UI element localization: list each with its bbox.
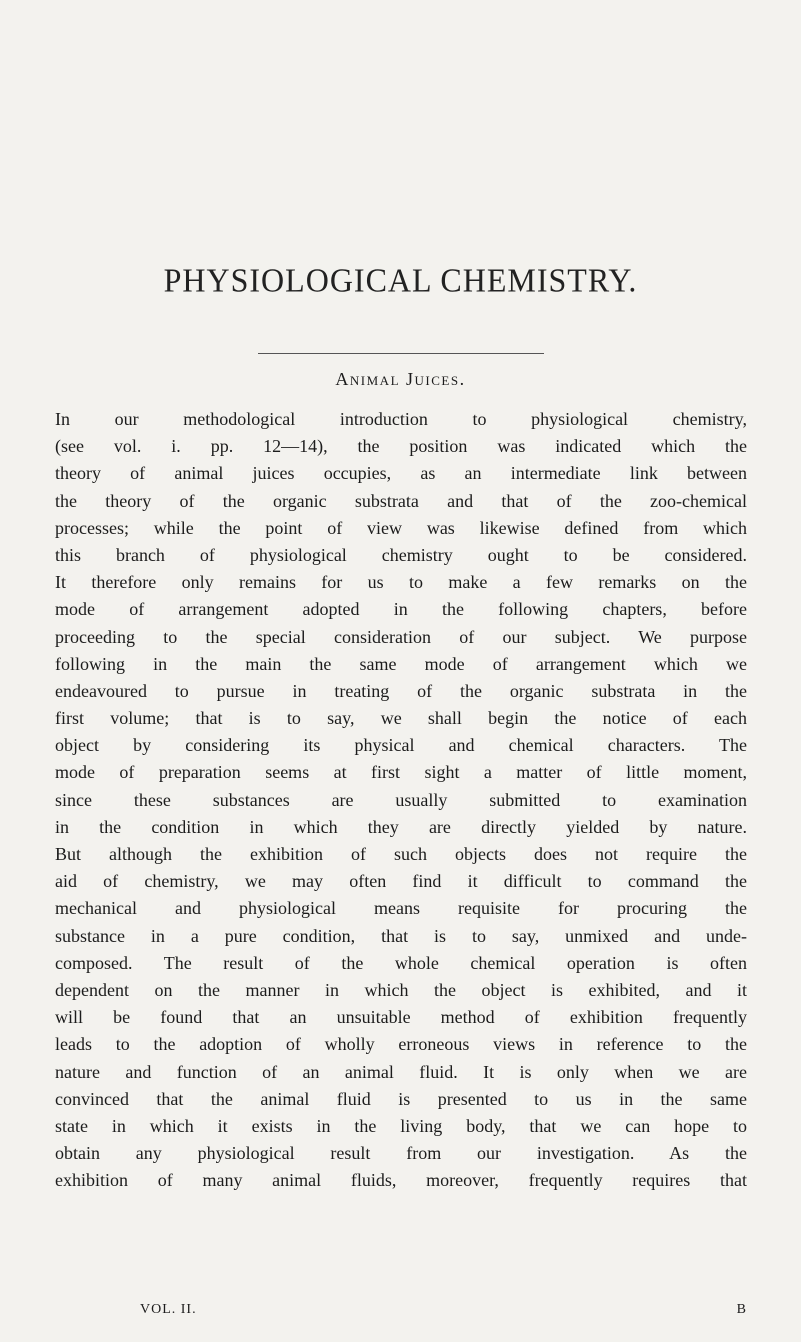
text-line: leads to the adoption of wholly erroneous views in reference to the xyxy=(55,1034,747,1055)
text-line: first volume; that is to say, we shall begin the notice of each xyxy=(55,708,747,729)
section-heading: Animal Juices. xyxy=(335,369,466,389)
text-line: processes; while the point of view was likewise defined from which xyxy=(55,517,747,538)
text-line: composed. The result of the whole chemical operation is often xyxy=(55,952,747,973)
text-line: theory of animal juices occupies, as an intermediate link between xyxy=(55,463,747,484)
text-line: nature and function of an animal fluid. It is only when we are xyxy=(55,1061,747,1082)
signature-mark: B xyxy=(736,1302,747,1317)
text-line: the theory of the organic substrata and that of the zoo-chemical xyxy=(55,490,747,511)
text-line: exhibition of many animal fluids, moreover, frequently requires that xyxy=(55,1170,747,1191)
text-line: convinced that the animal fluid is presented to us in the same xyxy=(55,1088,747,1109)
text-line: dependent on the manner in which the object is exhibited, and it xyxy=(55,979,747,1000)
text-line: endeavoured to pursue in treating of the organic substrata in the xyxy=(55,680,747,701)
text-line: object by considering its physical and chemical characters. The xyxy=(55,735,747,756)
page-title: PHYSIOLOGICAL CHEMISTRY. xyxy=(163,261,638,299)
text-line: In our methodological introduction to physiological chemistry, xyxy=(55,409,747,429)
text-line: But although the exhibition of such objects does not require the xyxy=(55,844,747,864)
text-line: since these substances are usually submitted to examination xyxy=(55,789,747,810)
text-line: mechanical and physiological means requisite for procuring the xyxy=(55,898,747,919)
volume-signature: VOL. II. xyxy=(140,1302,197,1317)
text-line: substance in a pure condition, that is to say, unmixed and unde- xyxy=(55,925,747,946)
body-paragraph xyxy=(55,406,747,1194)
text-line: state in which it exists in the living body, that we can hope to xyxy=(55,1115,747,1136)
text-line: obtain any physiological result from our investigation. As the xyxy=(55,1143,747,1164)
text-line: proceeding to the special consideration of our subject. We purpose xyxy=(55,626,747,647)
text-line: following in the main the same mode of arrangement which we xyxy=(55,653,747,674)
text-line: in the condition in which they are directly yielded by nature. xyxy=(55,816,747,837)
text-line: It therefore only remains for us to make a few remarks on the xyxy=(55,572,747,593)
text-line: mode of preparation seems at first sight a matter of little moment, xyxy=(55,762,747,783)
text-line: aid of chemistry, we may often find it difficult to command the xyxy=(55,871,747,892)
title-rule xyxy=(258,353,544,354)
text-line: this branch of physiological chemistry ought to be considered. xyxy=(55,544,747,565)
text-line: (see vol. i. pp. 12—14), the position was indicated which the xyxy=(55,436,747,457)
text-line: mode of arrangement adopted in the following chapters, before xyxy=(55,599,747,620)
text-line: will be found that an unsuitable method of exhibition frequently xyxy=(55,1007,747,1028)
